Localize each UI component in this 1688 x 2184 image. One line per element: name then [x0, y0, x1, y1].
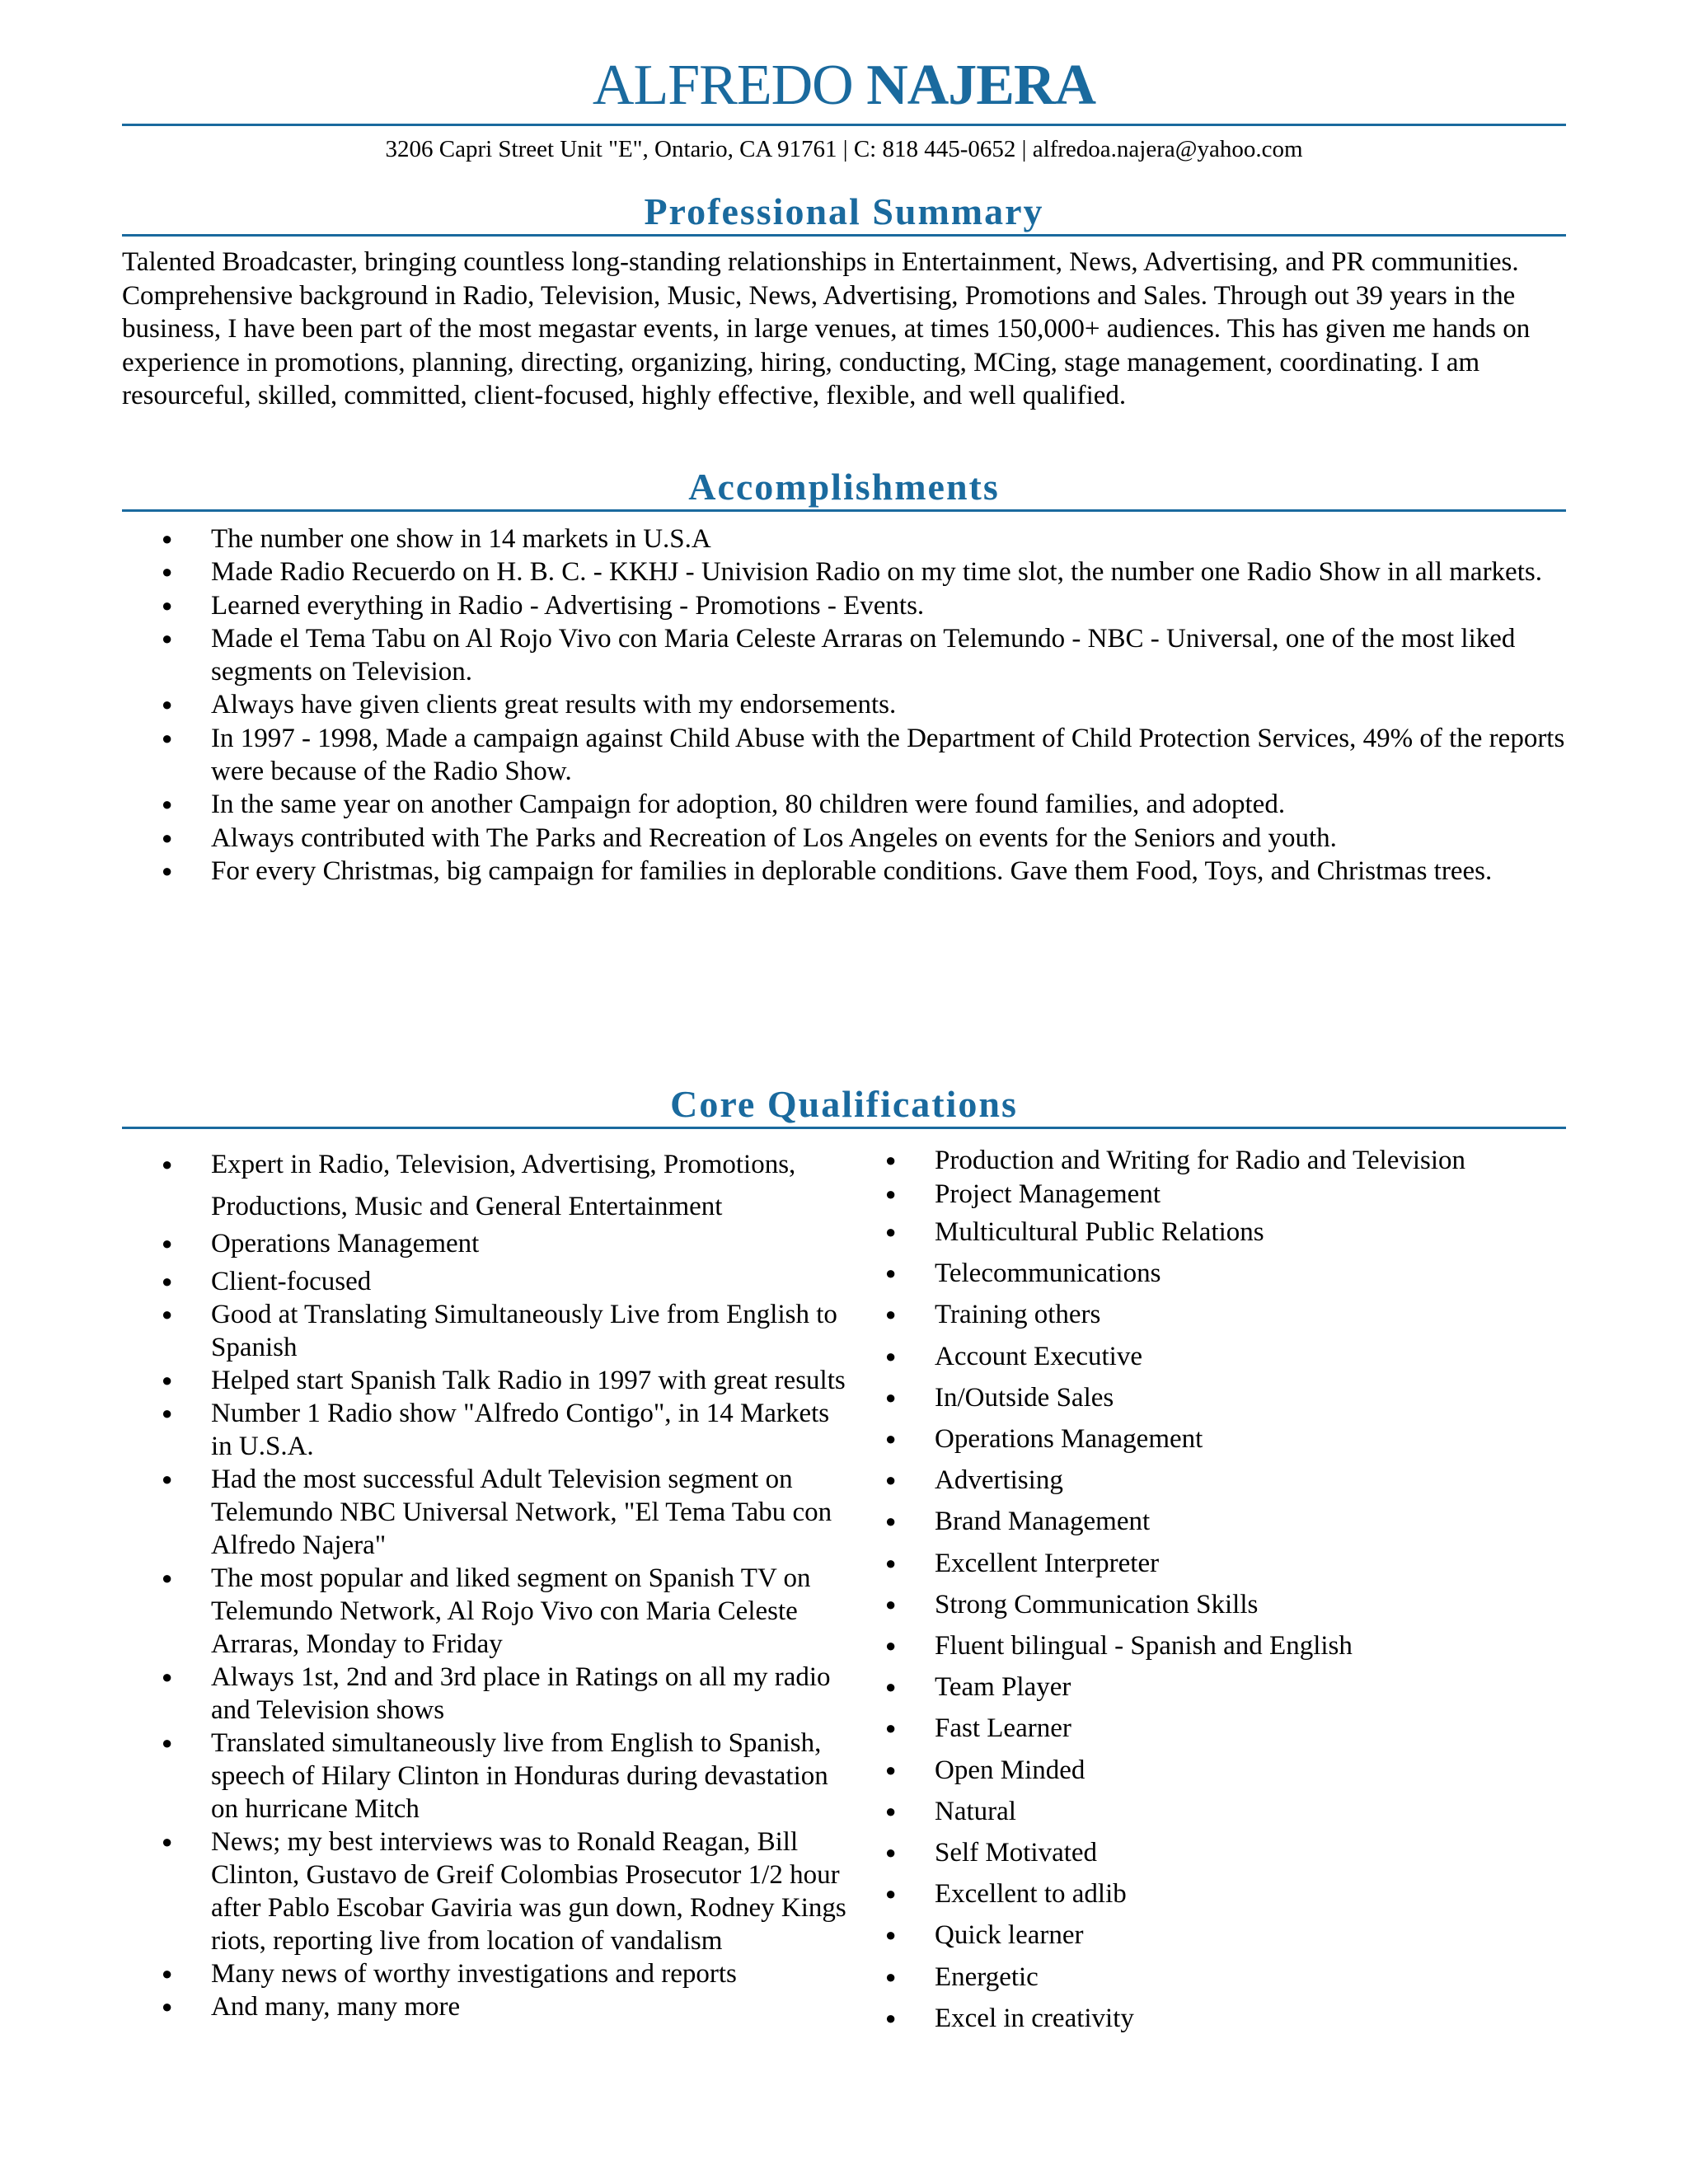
list-item: ● Number 1 Radio show "Alfredo Contigo", in 14 Markets in U.S.A. [122, 1397, 847, 1463]
list-item: ● Made Radio Recuerdo on H. B. C. - KKHJ - Univision Radio on my time slot, the number one Radio Show in all markets. [122, 555, 1566, 588]
list-item: ● Self Motivated [846, 1832, 1566, 1873]
qualifications-divider [122, 1127, 1566, 1129]
list-item: ● Fluent bilingual - Spanish and English [846, 1625, 1566, 1666]
list-item: ● The number one show in 14 markets in U.S.A [122, 523, 1566, 555]
summary-divider [122, 234, 1566, 237]
list-item: ● Operations Management [846, 1418, 1566, 1460]
list-item: ● News; my best interviews was to Ronald Reagan, Bill Clinton, Gustavo de Greif Colombias Prosecutor 1/2 hour after Pablo Escobar Gaviria was gun down, Rodney Kings riots, reporting live from location of vandalism [122, 1825, 847, 1957]
summary-heading: Professional Summary [644, 190, 1044, 232]
list-item: ● Helped start Spanish Talk Radio in 1997 with great results [122, 1364, 847, 1397]
list-item: ● Multicultural Public Relations [846, 1212, 1566, 1253]
list-item: ● Translated simultaneously live from English to Spanish, speech of Hilary Clinton in Honduras during devastation on hurricane Mitch [122, 1727, 847, 1825]
list-item: ● Telecommunications [846, 1253, 1566, 1294]
list-item: ● Open Minded [846, 1750, 1566, 1791]
list-item: ● Excellent Interpreter [846, 1543, 1566, 1584]
list-item: ● Quick learner [846, 1915, 1566, 1956]
list-item: ● Always contributed with The Parks and Recreation of Los Angeles on events for the Seniors and youth. [122, 822, 1566, 855]
list-item: ● Always have given clients great results with my endorsements. [122, 688, 1566, 721]
list-item: ● Production and Writing for Radio and Television [846, 1144, 1566, 1177]
qualifications-left-list [122, 1144, 847, 2023]
list-item: ● In the same year on another Campaign for adoption, 80 children were found families, and adopted. [122, 788, 1566, 821]
last-name: NAJERA [866, 54, 1096, 117]
list-item: ● In 1997 - 1998, Made a campaign against Child Abuse with the Department of Child Protection Services, 49% of the reports were because of the Radio Show. [122, 722, 1566, 789]
qualifications-heading: Core Qualifications [670, 1083, 1018, 1125]
list-item: ● Strong Communication Skills [846, 1584, 1566, 1625]
list-item: ● Advertising [846, 1460, 1566, 1501]
list-item: ● Many news of worthy investigations and reports [122, 1957, 847, 1990]
list-item: ● Made el Tema Tabu on Al Rojo Vivo con Maria Celeste Arraras on Telemundo - NBC - Universal, one of the most liked segments on Television. [122, 622, 1566, 689]
list-item: ● Good at Translating Simultaneously Live from English to Spanish [122, 1298, 847, 1364]
list-item: ● Always 1st, 2nd and 3rd place in Ratings on all my radio and Television shows [122, 1661, 847, 1727]
list-item: ● Expert in Radio, Television, Advertising, Promotions, Productions, Music and General Entertainment [122, 1144, 847, 1227]
list-item: ● Team Player [846, 1666, 1566, 1708]
list-item: ● Project Management [846, 1177, 1566, 1212]
list-item: ● Had the most successful Adult Television segment on Telemundo NBC Universal Network, "El Tema Tabu con Alfredo Najera" [122, 1463, 847, 1562]
summary-text: Talented Broadcaster, bringing countless long-standing relationships in Entertainment, News, Advertising, and PR communities. Comprehensive background in Radio, Television, Music, News, Advertising, Promotions and Sales. Through out 39 years in the business, I have been part of the most megastar events, in large venues, at times 150,000+ audiences. This has given me hands on experience in promotions, planning, directing, organizing, hiring, conducting, MCing, stage management, coordinating. I am resourceful, skilled, committed, client-focused, highly effective, flexible, and well qualified. [122, 247, 1531, 410]
list-item: ● Account Executive [846, 1336, 1566, 1377]
list-item: ● Excellent to adlib [846, 1873, 1566, 1915]
list-item: ● Operations Management [122, 1227, 847, 1260]
first-name: ALFREDO [592, 54, 853, 117]
list-item: ● Fast Learner [846, 1708, 1566, 1749]
list-item: ● Brand Management [846, 1501, 1566, 1542]
list-item: ● Energetic [846, 1957, 1566, 1998]
contact-line: 3206 Capri Street Unit "E", Ontario, CA 91761 | C: 818 445-0652 | alfredoa.najera@yahoo.com [385, 136, 1303, 162]
list-item: ● Training others [846, 1294, 1566, 1335]
list-item: ● Client-focused [122, 1265, 847, 1298]
accomplishments-divider [122, 509, 1566, 512]
list-item: ● For every Christmas, big campaign for families in deplorable conditions. Gave them Food, Toys, and Christmas trees. [122, 855, 1566, 888]
qualifications-right-list [846, 1144, 1566, 2039]
list-item: ● Natural [846, 1791, 1566, 1832]
accomplishments-heading: Accomplishments [688, 466, 1000, 508]
list-item: ● Learned everything in Radio - Advertising - Promotions - Events. [122, 589, 1566, 622]
candidate-name [122, 49, 1566, 122]
list-item: ● And many, many more [122, 1990, 847, 2023]
header-divider [122, 124, 1566, 126]
list-item: ● In/Outside Sales [846, 1377, 1566, 1418]
list-item: ● Excel in creativity [846, 1998, 1566, 2039]
list-item: ● The most popular and liked segment on Spanish TV on Telemundo Network, Al Rojo Vivo con Maria Celeste Arraras, Monday to Friday [122, 1562, 847, 1661]
accomplishments-list [122, 523, 1566, 888]
